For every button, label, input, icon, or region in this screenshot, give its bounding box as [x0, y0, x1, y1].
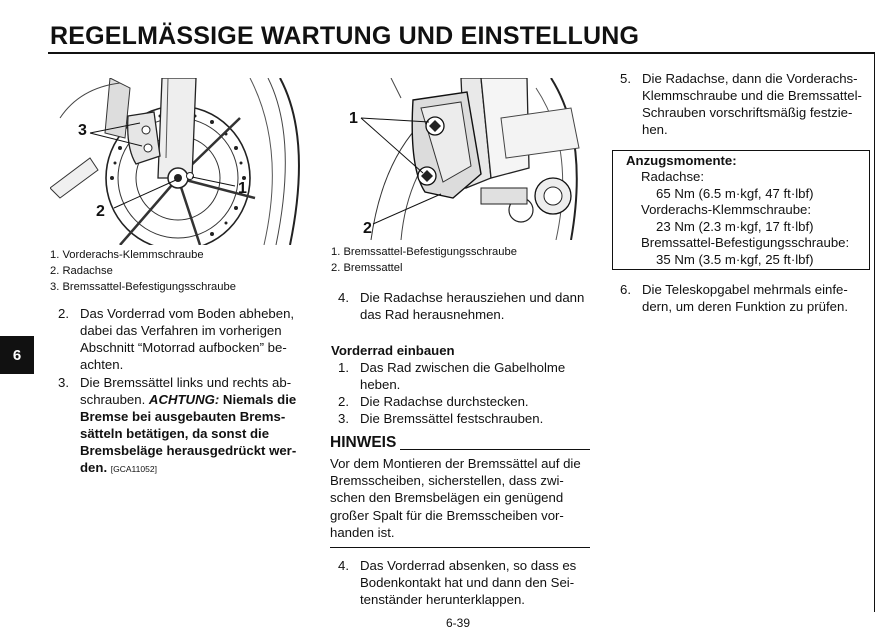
- torque-label: Bremssattel-Befestigungsschraube:: [641, 235, 850, 251]
- step-text: schrauben.: [80, 392, 149, 407]
- page-number: 6-39: [446, 616, 471, 630]
- torque-box: [612, 150, 870, 270]
- page-edge-rule: [874, 52, 875, 612]
- caution-code: [GCA11052]: [110, 464, 157, 474]
- torque-title: Anzugsmomente:: [626, 153, 737, 168]
- step-number: 4.: [338, 290, 349, 305]
- step-line: Die Bremssättel festschrauben.: [360, 411, 544, 426]
- front-wheel-illustration: [50, 78, 305, 245]
- step-line: Klemmschraube und die Bremssattel-: [642, 88, 862, 103]
- torque-label: Vorderachs-Klemmschraube:: [641, 202, 812, 218]
- step-line: tenständer herunterklappen.: [360, 592, 525, 607]
- install-heading: Vorderrad einbauen: [331, 343, 455, 358]
- step-line: hen.: [642, 122, 668, 137]
- torque-label: Radachse:: [641, 169, 705, 184]
- hinweis-rule-bottom: [330, 547, 590, 548]
- step-line: Das Vorderrad absenken, so dass es: [360, 558, 577, 573]
- hinweis-line: großer Spalt für die Bremsscheiben vor-: [330, 507, 564, 523]
- step-line: Die Teleskopgabel mehrmals einfe-: [642, 282, 848, 297]
- figure1-caption-2: 2. Radachse: [50, 265, 113, 277]
- figure2-caption-2: 2. Bremssattel: [331, 262, 403, 274]
- step-line: dabei das Verfahren im vorherigen: [80, 323, 282, 338]
- figure1-callout-2: 2: [96, 203, 105, 220]
- hinweis-line: Bremsscheiben, sicherstellen, dass zwi-: [330, 473, 564, 489]
- step-number: 3.: [338, 411, 349, 426]
- hinweis-rule-top: [400, 449, 590, 450]
- step-line: Das Vorderrad vom Boden abheben,: [80, 306, 295, 321]
- figure1-callout-1: 1: [238, 180, 247, 197]
- step-line: Die Bremssättel links und rechts ab-: [80, 375, 292, 390]
- warning-line: sätteln betätigen, da sonst die: [80, 426, 270, 441]
- chapter-tab: 6: [0, 336, 34, 374]
- warning-text: den.: [80, 460, 108, 475]
- figure2-callout-2: 2: [363, 220, 372, 237]
- step-number: 5.: [620, 71, 631, 86]
- torque-value: 65 Nm (6.5 m·kgf, 47 ft·lbf): [656, 185, 814, 201]
- figure1-caption-1: 1. Vorderachs-Klemmschraube: [50, 249, 204, 261]
- step-line: Die Radachse durchstecken.: [360, 394, 529, 409]
- achtung-label: ACHTUNG:: [148, 392, 220, 407]
- step-line: Die Radachse, dann die Vorderachs-: [642, 71, 858, 86]
- page-title: REGELMÄSSIGE WARTUNG UND EINSTELLUNG: [50, 22, 640, 50]
- brake-caliper-illustration: [331, 78, 592, 240]
- figure-brake-caliper: [331, 78, 592, 240]
- figure1-callout-3: 3: [78, 122, 87, 139]
- warning-text: Niemals die: [219, 392, 297, 407]
- step-line: Bodenkontakt hat und dann den Sei-: [360, 575, 575, 590]
- torque-values: [641, 169, 849, 269]
- step-line: Das Rad zwischen die Gabelholme: [360, 360, 566, 375]
- step-line: Die Radachse herausziehen und dann: [360, 290, 585, 305]
- torque-value: 23 Nm (2.3 m·kgf, 17 ft·lbf): [656, 218, 814, 234]
- step-number: 4.: [338, 558, 349, 573]
- hinweis-line: Vor dem Montieren der Bremssättel auf die: [330, 456, 581, 471]
- hinweis-text: [330, 455, 592, 541]
- warning-line: Bremse bei ausgebauten Brems-: [80, 409, 286, 424]
- title-rule: [48, 52, 874, 54]
- warning-line: Bremsbeläge herausgedrückt wer-: [80, 443, 297, 458]
- step-line: das Rad herausnehmen.: [360, 307, 505, 322]
- torque-value: 35 Nm (3.5 m·kgf, 25 ft·lbf): [656, 251, 814, 267]
- step-number: 2.: [338, 394, 349, 409]
- step-line: Schrauben vorschriftsmäßig festzie-: [642, 105, 853, 120]
- warning-last-line: [80, 459, 296, 478]
- hinweis-label: HINWEIS: [330, 434, 397, 451]
- step-line: heben.: [360, 377, 401, 392]
- step-line: achten.: [80, 357, 124, 372]
- step-line-warning: [80, 391, 296, 408]
- figure1-caption-3: 3. Bremssattel-Befestigungsschraube: [50, 281, 236, 293]
- hinweis-line: handen ist.: [330, 524, 395, 540]
- step-number: 3.: [58, 375, 69, 390]
- figure2-callout-1: 1: [349, 110, 358, 127]
- step-line: dern, um deren Funktion zu prüfen.: [642, 299, 848, 314]
- step-number: 2.: [58, 306, 69, 321]
- step-line: Abschnitt “Motorrad aufbocken” be-: [80, 340, 287, 355]
- figure-front-wheel: [50, 78, 305, 245]
- hinweis-line: schen den Bremsbelägen ein genügend: [330, 490, 564, 506]
- figure2-caption-1: 1. Bremssattel-Befestigungsschraube: [331, 246, 517, 258]
- step-number: 1.: [338, 360, 349, 375]
- step-number: 6.: [620, 282, 631, 297]
